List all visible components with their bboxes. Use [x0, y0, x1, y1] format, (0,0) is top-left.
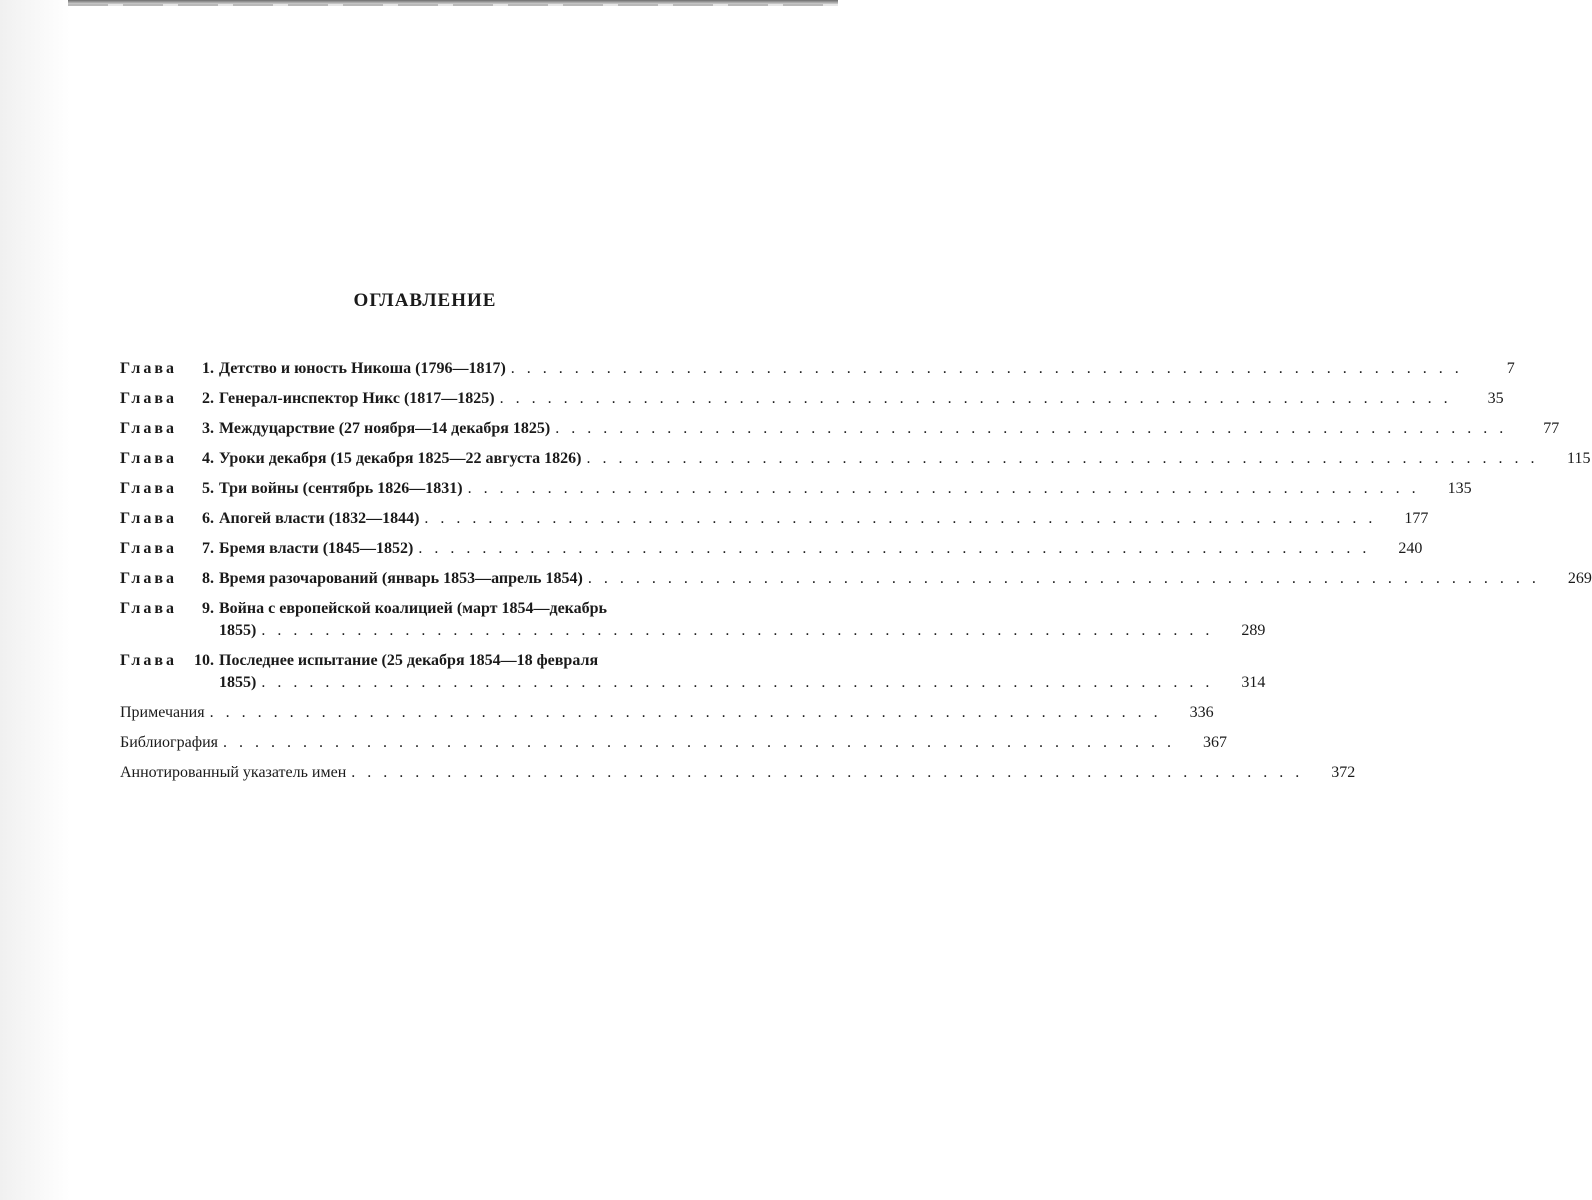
chapter-title-line — [219, 538, 1370, 560]
chapter-word: Глава — [120, 360, 177, 377]
chapter-number: 3. — [202, 420, 214, 437]
chapter-title-text: Три войны (сентябрь 1826—1831) — [219, 480, 463, 497]
page-number: 289 — [1241, 622, 1266, 639]
entry-title — [120, 762, 1303, 784]
toc-chapter-entry[interactable] — [120, 358, 1515, 380]
toc-chapter-entry[interactable] — [120, 448, 1591, 470]
page-number: 7 — [1506, 360, 1515, 377]
chapter-title — [219, 650, 1213, 694]
chapter-title-line — [219, 672, 1213, 694]
page-number: 367 — [1203, 734, 1227, 751]
page-number: 240 — [1398, 540, 1423, 557]
chapter-title — [219, 568, 1540, 590]
chapter-title-text: 1855) — [219, 622, 257, 639]
leader-dots: . . . . . . . . . . . . . . . . . . . . . . . . . . . . . . . . . . . . . . . . . . . . . . . . . . . . . . . . . . . . — [586, 450, 1539, 467]
leader-dots: . . . . . . . . . . . . . . . . . . . . . . . . . . . . . . . . . . . . . . . . . . . . . . . . . . . . . . . . . . . . — [587, 570, 1540, 587]
leader-dots: . . . . . . . . . . . . . . . . . . . . . . . . . . . . . . . . . . . . . . . . . . . . . . . . . . . . . . . . . . . . — [424, 510, 1377, 527]
toc-chapter-entry[interactable] — [120, 538, 1423, 560]
toc-entry[interactable] — [120, 702, 1214, 724]
chapter-number: 8. — [202, 570, 214, 587]
page-number: 269 — [1567, 570, 1592, 587]
leader-dots: . . . . . . . . . . . . . . . . . . . . . . . . . . . . . . . . . . . . . . . . . . . . . . . . . . . . . . . . . . . . — [223, 734, 1175, 751]
chapter-title — [219, 508, 1376, 530]
toc-chapter-entry[interactable] — [120, 508, 1429, 530]
chapter-number: 5. — [202, 480, 214, 497]
leader-dots: . . . . . . . . . . . . . . . . . . . . . . . . . . . . . . . . . . . . . . . . . . . . . . . . . . . . . . . . . . . . — [499, 390, 1452, 407]
entry-title-line — [120, 762, 1303, 784]
chapter-title — [219, 418, 1507, 440]
chapter-word: Глава — [120, 540, 177, 557]
page-number: 77 — [1543, 420, 1560, 437]
toc-chapter-entry[interactable] — [120, 478, 1472, 500]
chapter-title-line — [219, 478, 1420, 500]
chapter-title — [219, 448, 1538, 470]
chapter-title-line — [219, 418, 1507, 440]
chapter-title-text: Последнее испытание (25 декабря 1854—18 февраля — [219, 652, 599, 669]
chapter-title-text: Уроки декабря (15 декабря 1825—22 августа 1826) — [219, 450, 582, 467]
entry-title-text: Примечания — [120, 704, 205, 721]
page-title: ОГЛАВЛЕНИЕ — [353, 290, 497, 311]
top-page-edge — [68, 0, 838, 4]
chapter-number: 10. — [194, 652, 214, 669]
leader-dots: . . . . . . . . . . . . . . . . . . . . . . . . . . . . . . . . . . . . . . . . . . . . . . . . . . . . . . . . . . . . — [351, 764, 1304, 781]
chapter-word: Глава — [120, 652, 177, 669]
page-number: 135 — [1447, 480, 1472, 497]
leader-dots: . . . . . . . . . . . . . . . . . . . . . . . . . . . . . . . . . . . . . . . . . . . . . . . . . . . . . . . . . . . . — [418, 540, 1371, 557]
toc-chapter-entry[interactable] — [120, 388, 1504, 410]
chapter-title-line — [219, 620, 1213, 642]
chapter-title-line — [219, 650, 1213, 672]
chapter-title-line — [219, 598, 1213, 620]
chapter-title-text: Время разочарований (январь 1853—апрель 1854) — [219, 570, 583, 587]
chapter-title — [219, 478, 1420, 500]
toc-chapter-entry[interactable] — [120, 418, 1560, 440]
page-number: 115 — [1567, 450, 1591, 467]
chapter-word: Глава — [120, 420, 177, 437]
chapter-word: Глава — [120, 600, 177, 617]
chapter-word: Глава — [120, 450, 177, 467]
entry-title-line — [120, 732, 1175, 754]
entry-title — [120, 732, 1175, 754]
leader-dots: . . . . . . . . . . . . . . . . . . . . . . . . . . . . . . . . . . . . . . . . . . . . . . . . . . . . . . . . . . . . — [261, 674, 1214, 691]
table-of-contents — [120, 358, 1592, 792]
chapter-number: 6. — [202, 510, 214, 527]
chapter-title-text: Апогей власти (1832—1844) — [219, 510, 420, 527]
chapter-number: 4. — [202, 450, 214, 467]
entry-title — [120, 702, 1162, 724]
chapter-word: Глава — [120, 390, 177, 407]
chapter-word: Глава — [120, 510, 177, 527]
toc-chapter-entry[interactable] — [120, 598, 1266, 642]
chapter-word: Глава — [120, 480, 177, 497]
leader-dots: . . . . . . . . . . . . . . . . . . . . . . . . . . . . . . . . . . . . . . . . . . . . . . . . . . . . . . . . . . . . — [510, 360, 1463, 377]
chapter-title — [219, 598, 1213, 642]
leader-dots: . . . . . . . . . . . . . . . . . . . . . . . . . . . . . . . . . . . . . . . . . . . . . . . . . . . . . . . . . . . . — [209, 704, 1162, 721]
chapter-title-text: Междуцарствие (27 ноября—14 декабря 1825) — [219, 420, 551, 437]
leader-dots: . . . . . . . . . . . . . . . . . . . . . . . . . . . . . . . . . . . . . . . . . . . . . . . . . . . . . . . . . . . . — [555, 420, 1508, 437]
page-shadow — [0, 0, 70, 1200]
page-number: 177 — [1404, 510, 1429, 527]
page-number: 372 — [1331, 764, 1356, 781]
chapter-title-line — [219, 358, 1463, 380]
chapter-title-text: Бремя власти (1845—1852) — [219, 540, 414, 557]
chapter-title-text: Генерал-инспектор Никс (1817—1825) — [219, 390, 495, 407]
chapter-title — [219, 388, 1452, 410]
page-number: 314 — [1241, 674, 1266, 691]
chapter-title-line — [219, 448, 1538, 470]
chapter-title — [219, 538, 1370, 560]
entry-title-line — [120, 702, 1162, 724]
toc-chapter-entry[interactable] — [120, 650, 1266, 694]
chapter-title-text: 1855) — [219, 674, 257, 691]
entry-title-text: Аннотированный указатель имен — [120, 764, 347, 781]
chapter-list — [120, 358, 1592, 694]
chapter-title-text: Война с европейской коалицией (март 1854—декабрь — [219, 600, 608, 617]
chapter-word: Глава — [120, 570, 177, 587]
chapter-title-line — [219, 568, 1540, 590]
chapter-title-text: Детство и юность Никоша (1796—1817) — [219, 360, 506, 377]
toc-entry[interactable] — [120, 732, 1227, 754]
chapter-number: 7. — [202, 540, 214, 557]
leader-dots: . . . . . . . . . . . . . . . . . . . . . . . . . . . . . . . . . . . . . . . . . . . . . . . . . . . . . . . . . . . . — [261, 622, 1214, 639]
chapter-number: 9. — [202, 600, 214, 617]
leader-dots: . . . . . . . . . . . . . . . . . . . . . . . . . . . . . . . . . . . . . . . . . . . . . . . . . . . . . . . . . . . . — [467, 480, 1420, 497]
page-number: 35 — [1487, 390, 1504, 407]
page-number: 336 — [1189, 704, 1214, 721]
toc-entry[interactable] — [120, 762, 1356, 784]
chapter-title-line — [219, 508, 1376, 530]
chapter-number: 2. — [202, 390, 214, 407]
chapter-title — [219, 358, 1463, 380]
toc-chapter-entry[interactable] — [120, 568, 1592, 590]
chapter-number: 1. — [202, 360, 214, 377]
back-matter-list — [120, 702, 1356, 784]
chapter-title-line — [219, 388, 1452, 410]
entry-title-text: Библиография — [120, 734, 218, 751]
